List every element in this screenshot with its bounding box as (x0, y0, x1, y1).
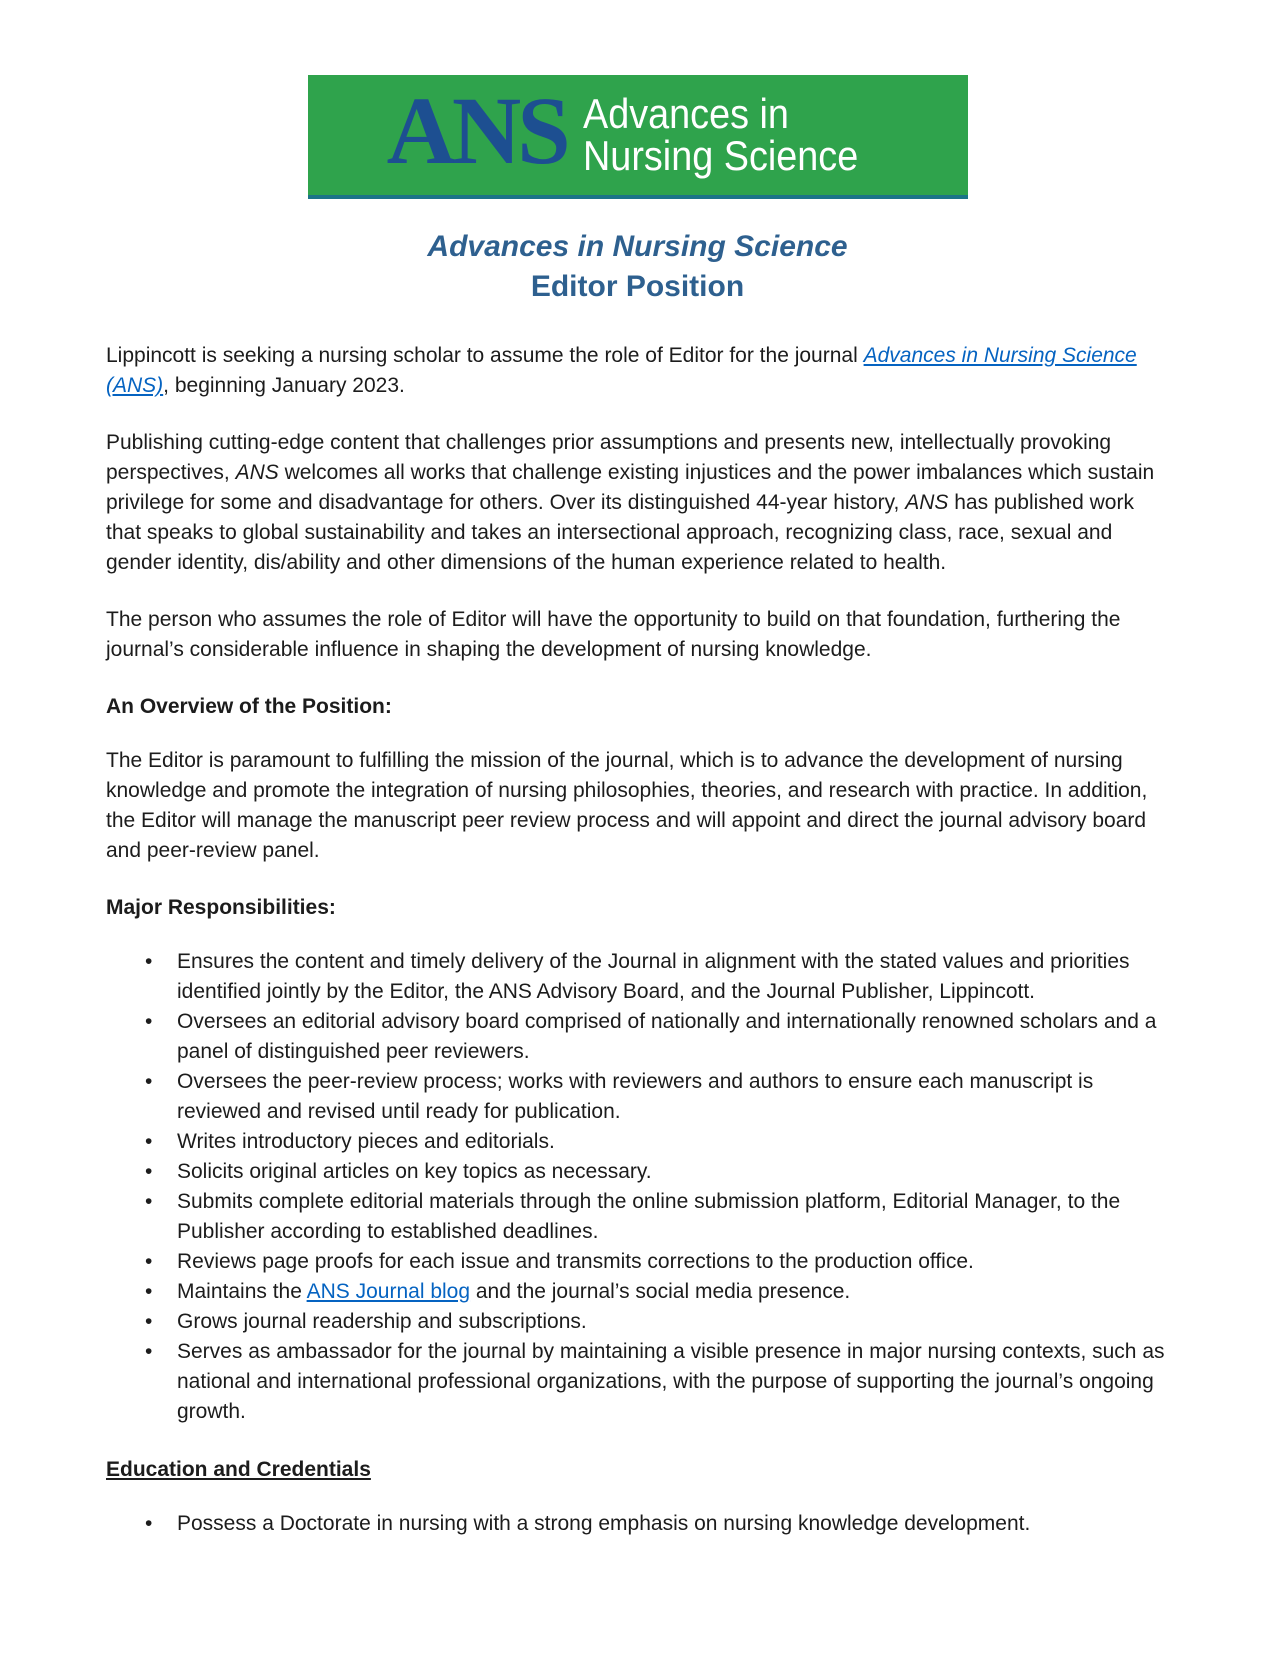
responsibility-text: Solicits original articles on key topics as necessary. (177, 1160, 652, 1183)
responsibility-text: Reviews page proofs for each issue and transmits corrections to the production office. (177, 1250, 974, 1273)
journal-description-segment: welcomes all works that challenge existing injustices and the power imbalances which sustain privilege for some and disadvantage for others. Over its distinguished 44-year history, (106, 461, 1155, 514)
opportunity-paragraph: The person who assumes the role of Editor will have the opportunity to build on that foundation, furthering the journal’s considerable influence in shaping the development of nursing knowledge. (106, 608, 1121, 661)
list-item (106, 1187, 1169, 1247)
bullet-icon: • (145, 1310, 153, 1333)
list-item (106, 1509, 1169, 1539)
intro-text-before-link: Lippincott is seeking a nursing scholar to assume the role of Editor for the journal (106, 344, 864, 367)
journal-abbreviation: ANS (905, 491, 949, 514)
responsibility-text: Writes introductory pieces and editorials. (177, 1130, 555, 1153)
responsibility-text-after-link: and the journal’s social media presence. (470, 1280, 851, 1303)
bullet-icon: • (145, 1010, 153, 1033)
ans-journal-blog-link[interactable]: ANS Journal blog (306, 1280, 471, 1303)
responsibilities-heading: Major Responsibilities: (106, 896, 336, 919)
education-requirement-text: Possess a Doctorate in nursing with a strong emphasis on nursing knowledge development. (177, 1512, 1031, 1535)
responsibility-text: Oversees the peer-review process; works with reviewers and authors to ensure each manuscript is reviewed and revised until ready for publication. (177, 1070, 1094, 1123)
responsibility-text: Grows journal readership and subscriptions. (177, 1310, 587, 1333)
responsibility-text: Serves as ambassador for the journal by maintaining a visible presence in major nursing contexts, such as national and international professional organizations, with the purpose of supporting the journal’s ongoing growth. (177, 1340, 1165, 1423)
ans-logo-journal-name (582, 90, 858, 179)
ans-logo-name-line1: Advances in (582, 90, 789, 137)
list-item (106, 1007, 1169, 1067)
overview-paragraph: The Editor is paramount to fulfilling the mission of the journal, which is to advance the development of nursing knowledge and promote the integration of nursing philosophies, theories, and research with practice. In addition, the Editor will manage the manuscript peer review process and will appoint and direct the journal advisory board and peer-review panel. (106, 749, 1148, 862)
education-heading: Education and Credentials (106, 1458, 371, 1481)
list-item (106, 1247, 1169, 1277)
document-title-journal: Advances in Nursing Science (427, 230, 848, 263)
ans-logo-name-line2: Nursing Science (582, 132, 858, 179)
intro-paragraph (106, 341, 1169, 401)
responsibility-text (177, 1277, 1169, 1307)
journal-description-paragraph (106, 428, 1169, 578)
bullet-icon: • (145, 1280, 153, 1303)
bullet-icon: • (145, 1160, 153, 1183)
list-item (106, 1277, 1169, 1307)
list-item (106, 1127, 1169, 1157)
ans-logo-acronym: ANS (386, 77, 567, 184)
responsibility-text: Oversees an editorial advisory board comprised of nationally and internationally renowned scholars and a panel of distinguished peer reviewers. (177, 1010, 1157, 1063)
list-item (106, 1157, 1169, 1187)
list-item (106, 1307, 1169, 1337)
document-title (106, 227, 1169, 307)
responsibilities-list (106, 947, 1169, 1427)
journal-description-segment: has published work that speaks to global sustainability and takes an intersectional approach, recognizing class, race, sexual and gender identity, dis/ability and other dimensions of the human experience related to health. (106, 491, 1134, 574)
responsibility-text-before-link: Maintains the (177, 1280, 307, 1303)
document-title-position: Editor Position (530, 270, 745, 303)
bullet-icon: • (145, 1512, 153, 1535)
journal-homepage-link[interactable]: Advances in Nursing Science (ANS) (106, 344, 1137, 397)
intro-text-after-link: , beginning January 2023. (163, 374, 405, 397)
bullet-icon: • (145, 1130, 153, 1153)
list-item (106, 947, 1169, 1007)
bullet-icon: • (145, 1250, 153, 1273)
education-list (106, 1509, 1169, 1539)
list-item (106, 1337, 1169, 1427)
overview-heading: An Overview of the Position: (106, 695, 392, 718)
journal-description-segment: Publishing cutting-edge content that challenges prior assumptions and presents new, intellectually provoking perspectives, (106, 431, 1112, 484)
list-item (106, 1067, 1169, 1127)
bullet-icon: • (145, 1070, 153, 1093)
bullet-icon: • (145, 950, 153, 973)
bullet-icon: • (145, 1190, 153, 1213)
responsibility-text: Submits complete editorial materials through the online submission platform, Editorial Manager, to the Publisher according to established deadlines. (177, 1190, 1121, 1243)
ans-logo-banner (308, 75, 968, 199)
bullet-icon: • (145, 1340, 153, 1363)
journal-abbreviation: ANS (235, 461, 279, 484)
responsibility-text: Ensures the content and timely delivery of the Journal in alignment with the stated values and priorities identified jointly by the Editor, the ANS Advisory Board, and the Journal Publisher, Lippincott. (177, 950, 1130, 1003)
